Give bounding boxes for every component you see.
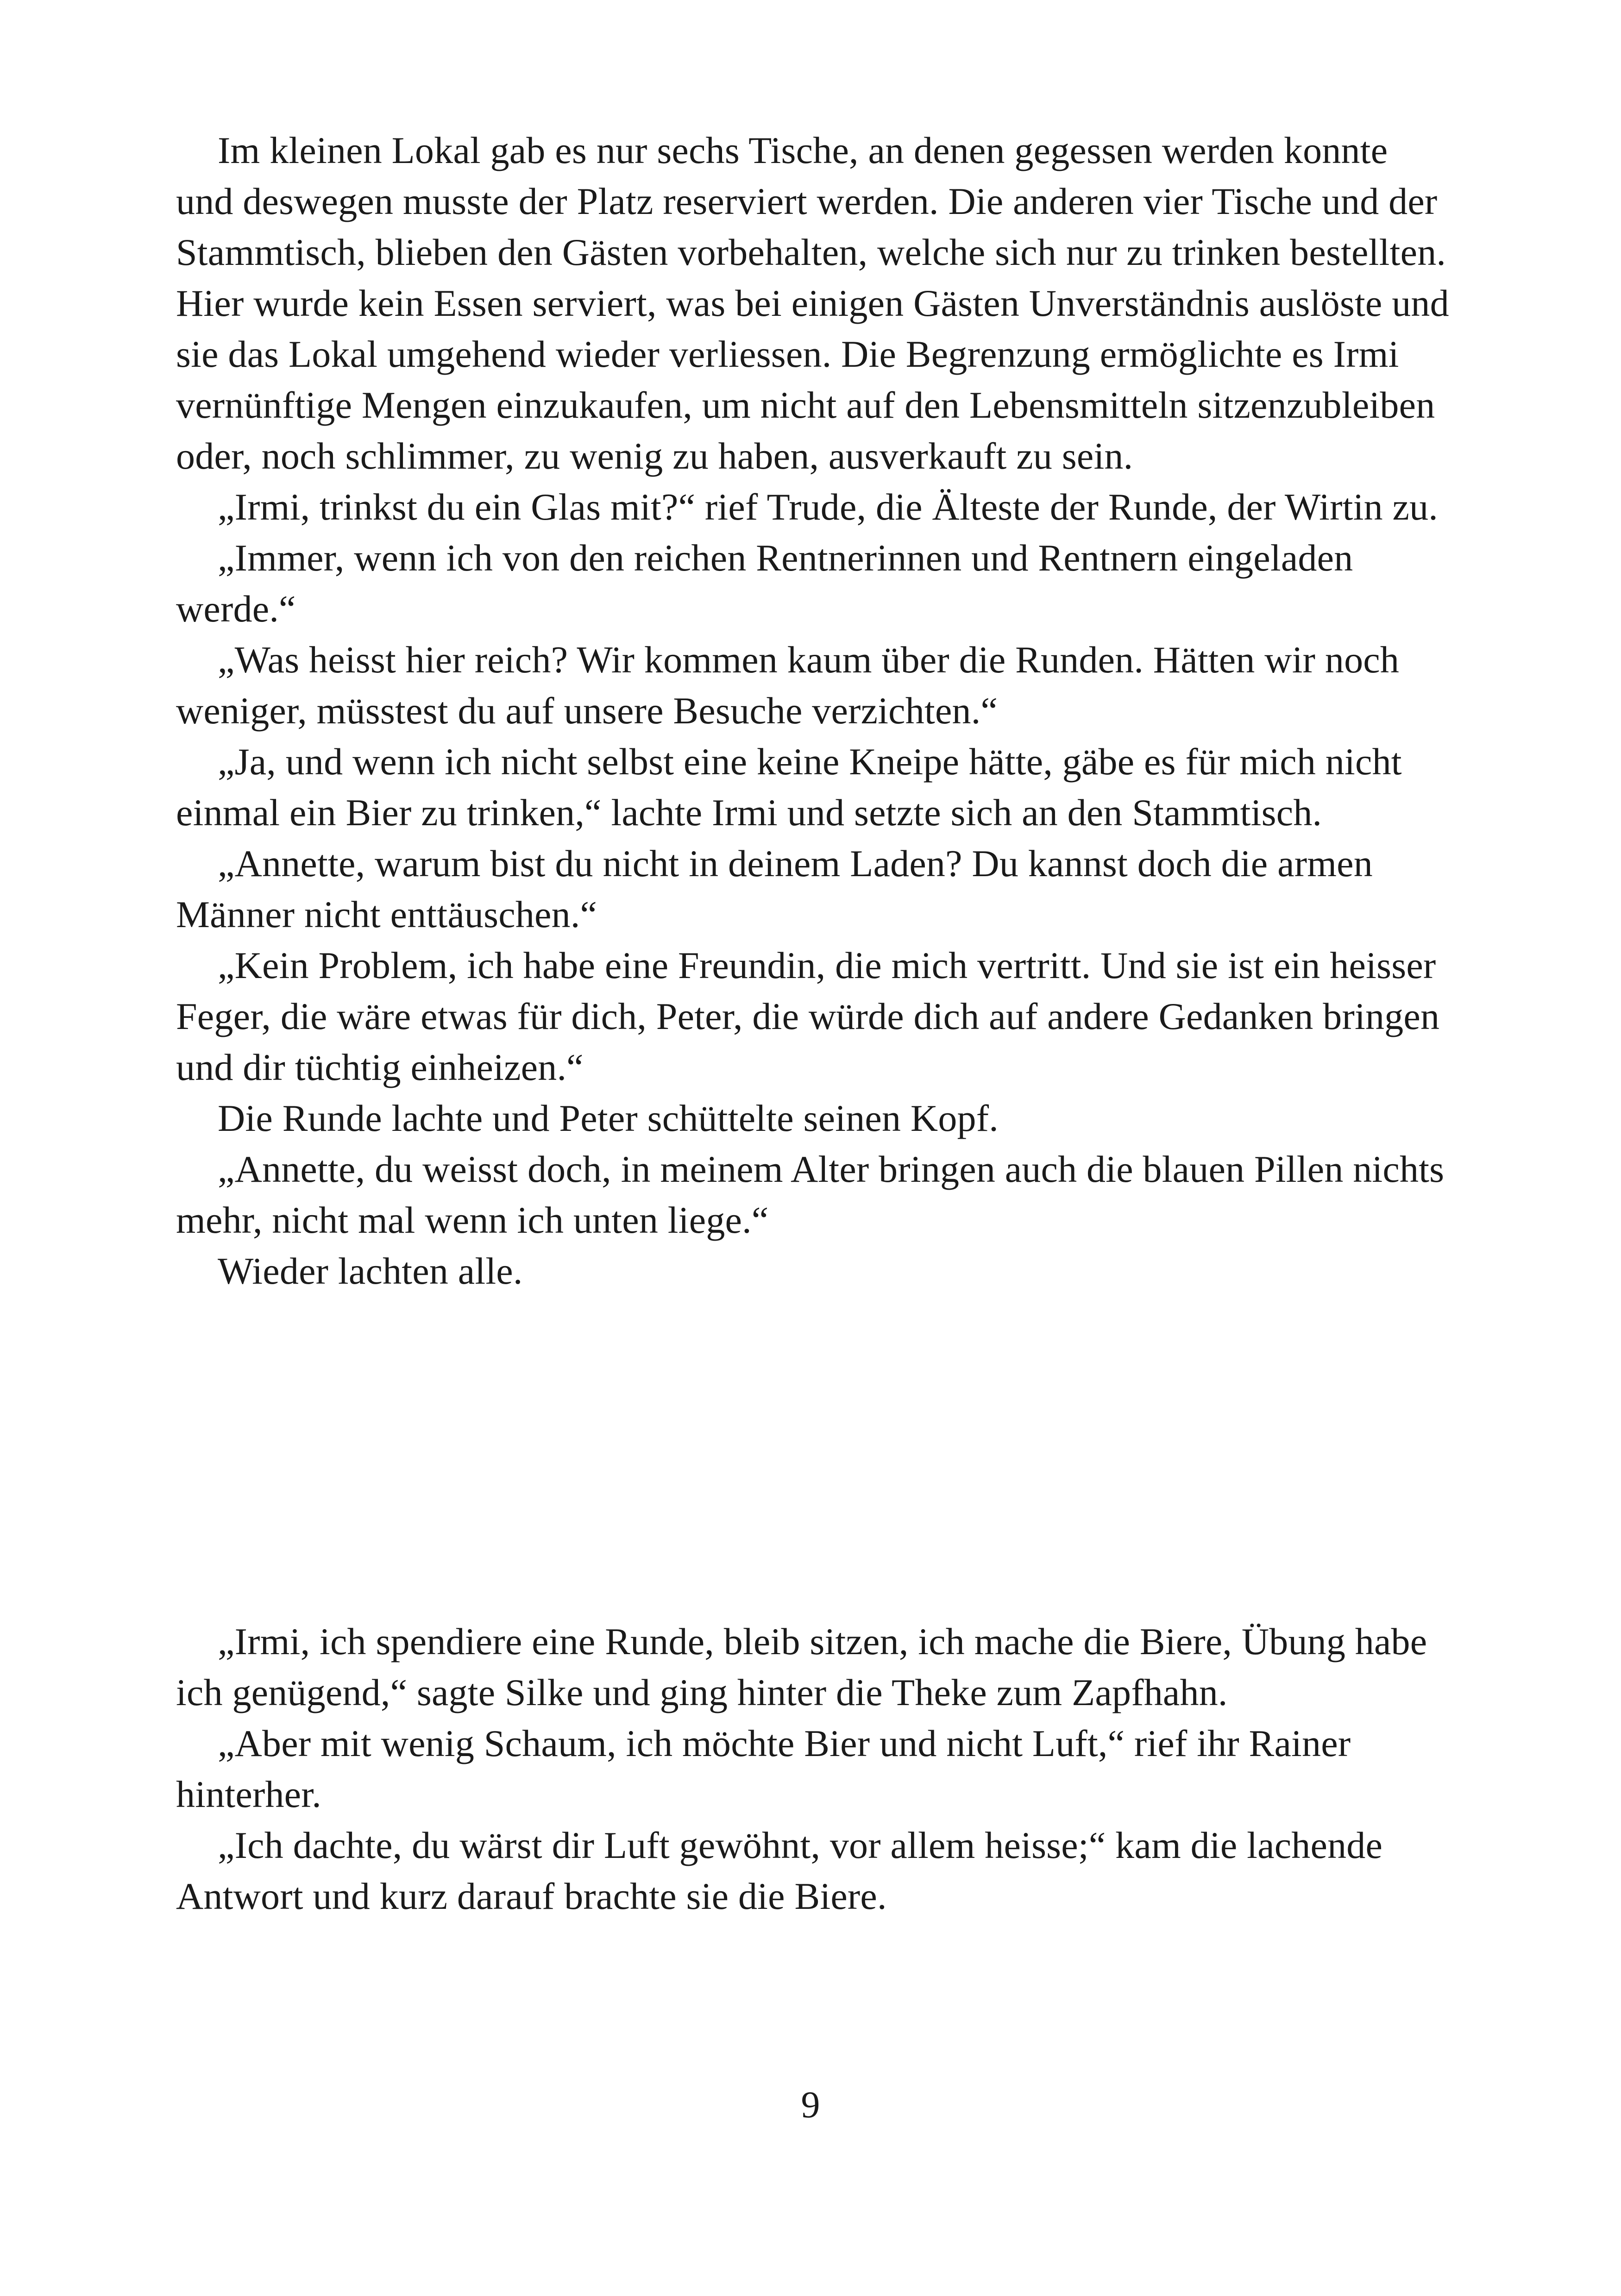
paragraph: „Ja, und wenn ich nicht selbst eine keine Kneipe hätte, gäbe es für mich nicht einmal ein Bier zu trinken,“ lachte Irmi und setzte sich an den Stammtisch.	[176, 740, 1402, 834]
paragraph: „Irmi, ich spendiere eine Runde, bleib sitzen, ich mache die Biere, Übung habe ich genügend,“ sagte Silke und ging hinter die Theke zum Zapfhahn.	[176, 1620, 1427, 1713]
paragraph: „Was heisst hier reich? Wir kommen kaum über die Runden. Hätten wir noch weniger, müsstest du auf unsere Besuche verzichten.“	[176, 639, 1400, 732]
text-section-2	[176, 1616, 1454, 1922]
paragraph: „Immer, wenn ich von den reichen Rentnerinnen und Rentnern eingeladen werde.“	[176, 537, 1353, 630]
paragraph: Wieder lachten alle.	[218, 1250, 523, 1292]
text-section-1	[176, 125, 1454, 1297]
paragraph: „Irmi, trinkst du ein Glas mit?“ rief Trude, die Älteste der Runde, der Wirtin zu.	[218, 486, 1438, 528]
paragraph: „Annette, du weisst doch, in meinem Alter bringen auch die blauen Pillen nichts mehr, nicht mal wenn ich unten liege.“	[176, 1148, 1445, 1241]
paragraph: „Kein Problem, ich habe eine Freundin, die mich vertritt. Und sie ist ein heisser Feger, die wäre etwas für dich, Peter, die würde dich auf andere Gedanken bringen und dir tüchtig einheizen.“	[176, 944, 1440, 1088]
paragraph: „Annette, warum bist du nicht in deinem Laden? Du kannst doch die armen Männer nicht enttäuschen.“	[176, 842, 1373, 935]
paragraph: „Aber mit wenig Schaum, ich möchte Bier und nicht Luft,“ rief ihr Rainer hinterher.	[176, 1722, 1351, 1815]
paragraph: „Ich dachte, du wärst dir Luft gewöhnt, vor allem heisse;“ kam die lachende Antwort und kurz darauf brachte sie die Biere.	[176, 1824, 1383, 1917]
paragraph: Die Runde lachte und Peter schüttelte seinen Kopf.	[218, 1097, 999, 1139]
page-number: 9	[801, 2083, 820, 2126]
paragraph: Im kleinen Lokal gab es nur sechs Tische, an denen gegessen werden konnte und deswegen musste der Platz reserviert werden. Die anderen vier Tische und der Stammtisch, blieben den Gästen vorbehalten, welche sich nur zu trinken bestellten. Hier wurde kein Essen serviert, was bei einigen Gästen Unverständnis auslöste und sie das Lokal umgehend wieder verliessen. Die Begrenzung ermöglichte es Irmi vernünftige Mengen einzukaufen, um nicht auf den Lebensmitteln sitzenzubleiben oder, noch schlimmer, zu wenig zu haben, ausverkauft zu sein.	[176, 129, 1449, 477]
